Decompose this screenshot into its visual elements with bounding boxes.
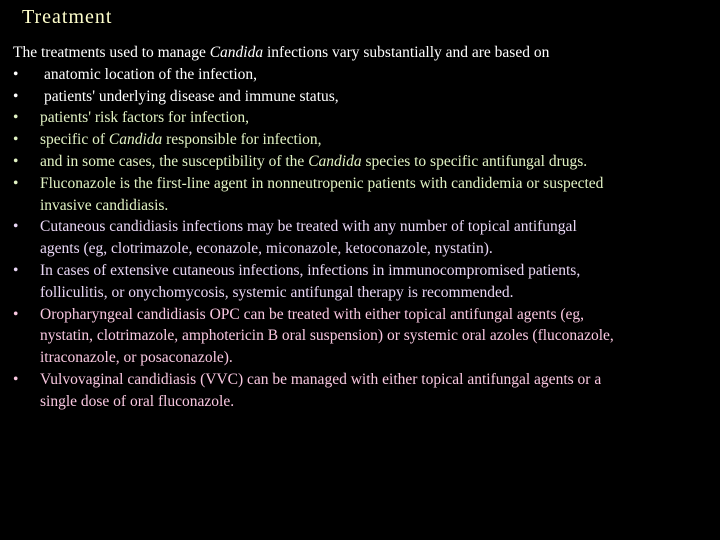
bullet-icon: • — [13, 131, 19, 149]
bullet-icon: • — [13, 65, 19, 83]
list-item-underlying-disease — [13, 86, 713, 108]
bullet-icon: • — [13, 109, 19, 127]
list-item-specific-candida — [13, 129, 713, 151]
list-item-cutaneous — [13, 216, 713, 260]
list-item-extensive-cutaneous — [13, 260, 713, 304]
bullet-icon: • — [13, 261, 19, 279]
bullet-icon: • — [13, 87, 19, 105]
list-item-line: Cutaneous candidiasis infections may be treated with any number of topical antifungal — [40, 218, 577, 236]
bullet-icon: • — [13, 174, 19, 192]
bullet-icon: • — [13, 152, 19, 170]
treatment-bullet-list — [13, 64, 713, 413]
list-item-oropharyngeal — [13, 304, 713, 369]
list-item-line: single dose of oral fluconazole. — [40, 392, 235, 410]
list-item-line: Vulvovaginal candidiasis (VVC) can be managed with either topical antifungal agents or a — [40, 370, 602, 388]
list-item-text-post: responsible for infection, — [162, 131, 322, 149]
intro-text — [13, 42, 713, 64]
list-item-vulvovaginal — [13, 369, 713, 413]
bullet-icon: • — [13, 305, 19, 323]
list-item-susceptibility — [13, 151, 713, 173]
list-item-fluconazole — [13, 173, 713, 217]
intro-post: infections vary substantially and are based on — [263, 44, 550, 61]
list-item-line: In cases of extensive cutaneous infections, infections in immunocompromised patients, — [40, 261, 581, 279]
slide-title: Treatment — [22, 6, 113, 28]
list-item-text-post: species to specific antifungal drugs. — [361, 152, 588, 170]
list-item-line: invasive candidiasis. — [40, 196, 169, 214]
intro-pre: The treatments used to manage — [13, 44, 210, 61]
bullet-icon: • — [13, 370, 19, 388]
list-item-text-candida: Candida — [108, 131, 163, 149]
list-item-line: folliculitis, or onychomycosis, systemic antifungal therapy is recommended. — [40, 283, 514, 301]
list-item-risk-factors — [13, 107, 713, 129]
list-item-line: nystatin, clotrimazole, amphotericin B oral suspension) or systemic oral azoles (fluconazole, — [40, 327, 614, 345]
list-item-line: Fluconazole is the first-line agent in nonneutropenic patients with candidemia or suspected — [40, 174, 604, 192]
list-item-line: Oropharyngeal candidiasis OPC can be treated with either topical antifungal agents (eg, — [40, 305, 585, 323]
list-item-line: agents (eg, clotrimazole, econazole, miconazole, ketoconazole, nystatin). — [40, 240, 493, 258]
intro-candida: Candida — [209, 44, 264, 61]
list-item-line: itraconazole, or posaconazole). — [40, 349, 233, 367]
list-item-text-pre: specific of — [40, 131, 109, 149]
list-item-text: patients' risk factors for infection, — [40, 109, 249, 127]
list-item-anatomic-location — [13, 64, 713, 86]
list-item-text-pre: and in some cases, the susceptibility of the — [40, 152, 309, 170]
list-item-text-candida: Candida — [308, 152, 362, 170]
bullet-icon: • — [13, 218, 19, 236]
list-item-text: patients' underlying disease and immune status, — [44, 87, 339, 105]
list-item-text: anatomic location of the infection, — [44, 65, 258, 83]
